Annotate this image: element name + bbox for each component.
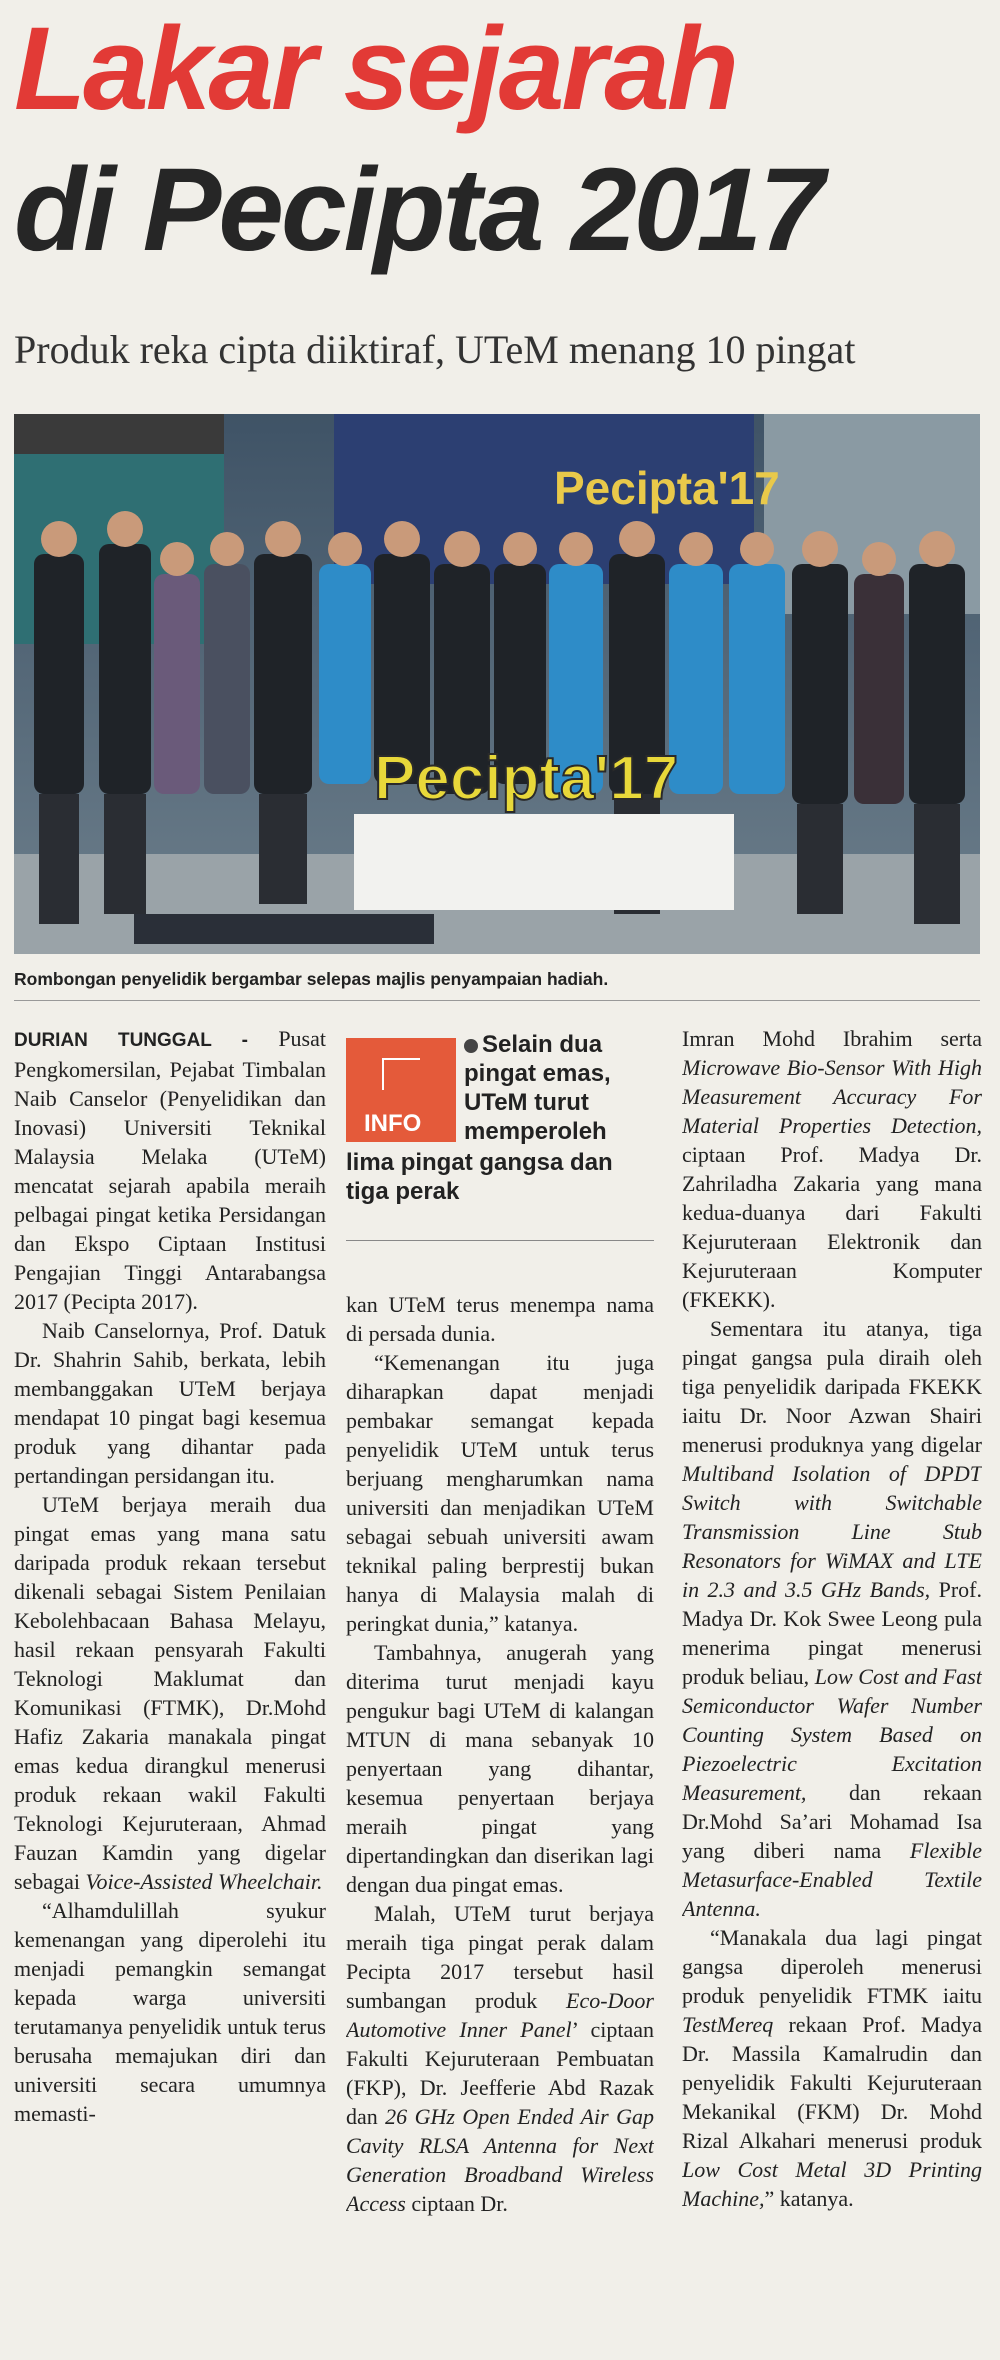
- para-8: [346, 1899, 654, 2218]
- para-8-c: ’ ciptaan Fakulti Kejuruteraan Pembuatan (FKP), Dr. Jeefferie Abd Razak dan: [346, 2017, 654, 2129]
- para-8-b: Eco-Door Automotive Inner Panel: [346, 1988, 654, 2042]
- para-10: [682, 1314, 982, 1923]
- info-badge-label: INFO: [364, 1110, 422, 1137]
- para-11-d: Low Cost Metal 3D Printing Machine,: [682, 2157, 982, 2211]
- para-8-d: 26 GHz Open Ended Air Gap Cavity RLSA Antenna for Next Generation Broadband Wireless Access: [346, 2104, 654, 2216]
- info-tail: [346, 1148, 654, 1206]
- para-10-b: Multiband Isolation of DPDT Switch with Switchable Transmission Line Stub Resonators for WiMAX and LTE in 2.3 and 3.5 GHz Bands,: [682, 1461, 982, 1602]
- para-11-b: TestMereq: [682, 2012, 774, 2037]
- para-4: “Alhamdulillah syukur kemenangan yang diperolehi itu menjadi pemangkin semangat kepada warga universiti terutamanya penyelidik untuk terus berusaha memajukan diri dan universiti secara umumnya memasti-: [14, 1898, 326, 2126]
- para-11-e: ” katanya.: [764, 2186, 854, 2211]
- para-9-a: Imran Mohd Ibrahim serta: [682, 1026, 982, 1051]
- para-9-c: ciptaan Prof. Madya Dr. Zahriladha Zakaria yang mana kedua-duanya dari Fakulti Kejuruteraan Elektronik dan Kejuruteraan Komputer (FKEKK).: [682, 1142, 982, 1312]
- para-2: Naib Canselornya, Prof. Datuk Dr. Shahrin Sahib, berkata, lebih membanggakan UTeM berjaya mendapat 10 pingat bagi kesemua produk yang dihantar pada pertandingan persidangan itu.: [14, 1318, 326, 1488]
- caption-divider: [14, 1000, 980, 1001]
- para-8-e: ciptaan Dr.: [405, 2191, 508, 2216]
- para-10-d: Low Cost and Fast Semiconductor Wafer Number Counting System Based on Piezoelectric Excitation Measurement,: [682, 1664, 982, 1805]
- headline-line1: Lakar sejarah: [14, 3, 736, 135]
- para-5: kan UTeM terus menempa nama di persada dunia.: [346, 1292, 654, 1346]
- headline-line2: di Pecipta 2017: [14, 144, 822, 276]
- subtitle: Produk reka cipta diiktiraf, UTeM menang 10 pingat: [14, 327, 856, 372]
- info-highlight: [464, 1030, 654, 1146]
- info-icon: [382, 1058, 420, 1090]
- info-divider: [346, 1240, 654, 1241]
- info-line-2: pingat emas,: [464, 1060, 611, 1087]
- para-3: [14, 1490, 326, 1896]
- para-7: Tambahnya, anugerah yang diterima turut menjadi kayu pengukur bagi UTeM di kalangan MTUN di mana sebanyak 10 penyertaan yang dihantar, kesemua penyertaan berjaya meraih pingat yang dipertandingkan dan diserikan lagi dengan dua pingat emas.: [346, 1640, 654, 1897]
- article-column-2: [346, 1290, 654, 2354]
- para-1-text: Pusat Pengkomersilan, Pejabat Timbalan Naib Canselor (Penyelidikan dan Inovasi) Universiti Teknikal Malaysia Melaka (UTeM) mencatat sejarah apabila meraih pelbagai pingat ketika Persidangan dan Ekspo Ciptaan Institusi Pengajian Tinggi Antarabangsa 2017 (Pecipta 2017).: [14, 1026, 326, 1314]
- para-9: [682, 1024, 982, 1314]
- para-6: “Kemenangan itu juga diharapkan dapat menjadi pembakar semangat kepada penyelidik UTeM untuk terus berjuang mengharumkan nama universiti dan menjadikan UTeM sebagai sebuah universiti awam teknikal paling berprestij bukan hanya di Malaysia malah di peringkat dunia,” katanya.: [346, 1350, 654, 1636]
- bullet-icon: [464, 1039, 478, 1053]
- info-line-1-text: Selain dua: [482, 1031, 603, 1058]
- para-10-a: Sementara itu atanya, tiga pingat gangsa pula diraih oleh tiga penyelidik daripada FKEKK iaitu Dr. Noor Azwan Shairi menerusi produknya yang digelar: [682, 1316, 982, 1457]
- article-column-1: [14, 1024, 326, 2354]
- banner-logo-text: Pecipta'17: [554, 462, 780, 514]
- info-line-1: [464, 1030, 654, 1059]
- para-11: [682, 1923, 982, 2213]
- para-3-text: UTeM berjaya meraih dua pingat emas yang mana satu daripada produk rekaan tersebut dikenali sebagai Sistem Penilaian Kebolehbacaan Bahasa Melayu, hasil rekaan pensyarah Fakulti Teknologi Maklumat dan Komunikasi (FTMK), Dr.Mohd Hafiz Zakaria manakala pingat emas kedua dirangkul menerusi produk rekaan wakil Fakulti Teknologi Kejuruteraan, Ahmad Fauzan Kamdin yang digelar sebagai: [14, 1492, 326, 1894]
- para-8-a: Malah, UTeM turut berjaya meraih tiga pingat perak dalam Pecipta 2017 tersebut hasil sumbangan produk: [346, 1901, 654, 2013]
- info-box: [346, 1030, 654, 1250]
- group-photo-illustration: [14, 414, 980, 954]
- article-column-3: [682, 1024, 982, 2354]
- para-9-b: Microwave Bio-Sensor With High Measurement Accuracy For Material Properties Detection,: [682, 1055, 982, 1138]
- para-10-c: Prof. Madya Dr. Kok Swee Leong pula menerima pingat menerusi produk beliau,: [682, 1577, 982, 1689]
- para-11-c: rekaan Prof. Madya Dr. Massila Kamalrudin dan penyelidik Fakulti Kejuruteraan Mekanikal (FKM) Dr. Mohd Rizal Alkahari menerusi produk: [682, 2012, 982, 2153]
- para-1: [14, 1024, 326, 1316]
- para-11-a: “Manakala dua lagi pingat gangsa diperoleh menerusi produk penyelidik FTMK iaitu: [682, 1925, 982, 2008]
- para-3-italic: Voice-Assisted Wheelchair.: [85, 1869, 323, 1894]
- info-line-3: UTeM turut: [464, 1089, 589, 1116]
- para-10-f: Flexible Metasurface-Enabled Textile Antenna.: [682, 1838, 982, 1921]
- info-line-4: memperoleh: [464, 1118, 607, 1145]
- info-badge: [346, 1038, 456, 1142]
- group-photo: [14, 414, 980, 954]
- para-10-e: dan rekaan Dr.Mohd Sa’ari Mohamad Isa yang diberi nama: [682, 1780, 982, 1863]
- info-tail-1: lima pingat gangsa dan: [346, 1149, 613, 1176]
- dateline: DURIAN TUNGGAL -: [14, 1030, 248, 1051]
- info-tail-2: tiga perak: [346, 1178, 460, 1205]
- photo-caption: Rombongan penyelidik bergambar selepas majlis penyampaian hadiah.: [14, 969, 609, 989]
- sign-text: Pecipta'17: [374, 744, 679, 813]
